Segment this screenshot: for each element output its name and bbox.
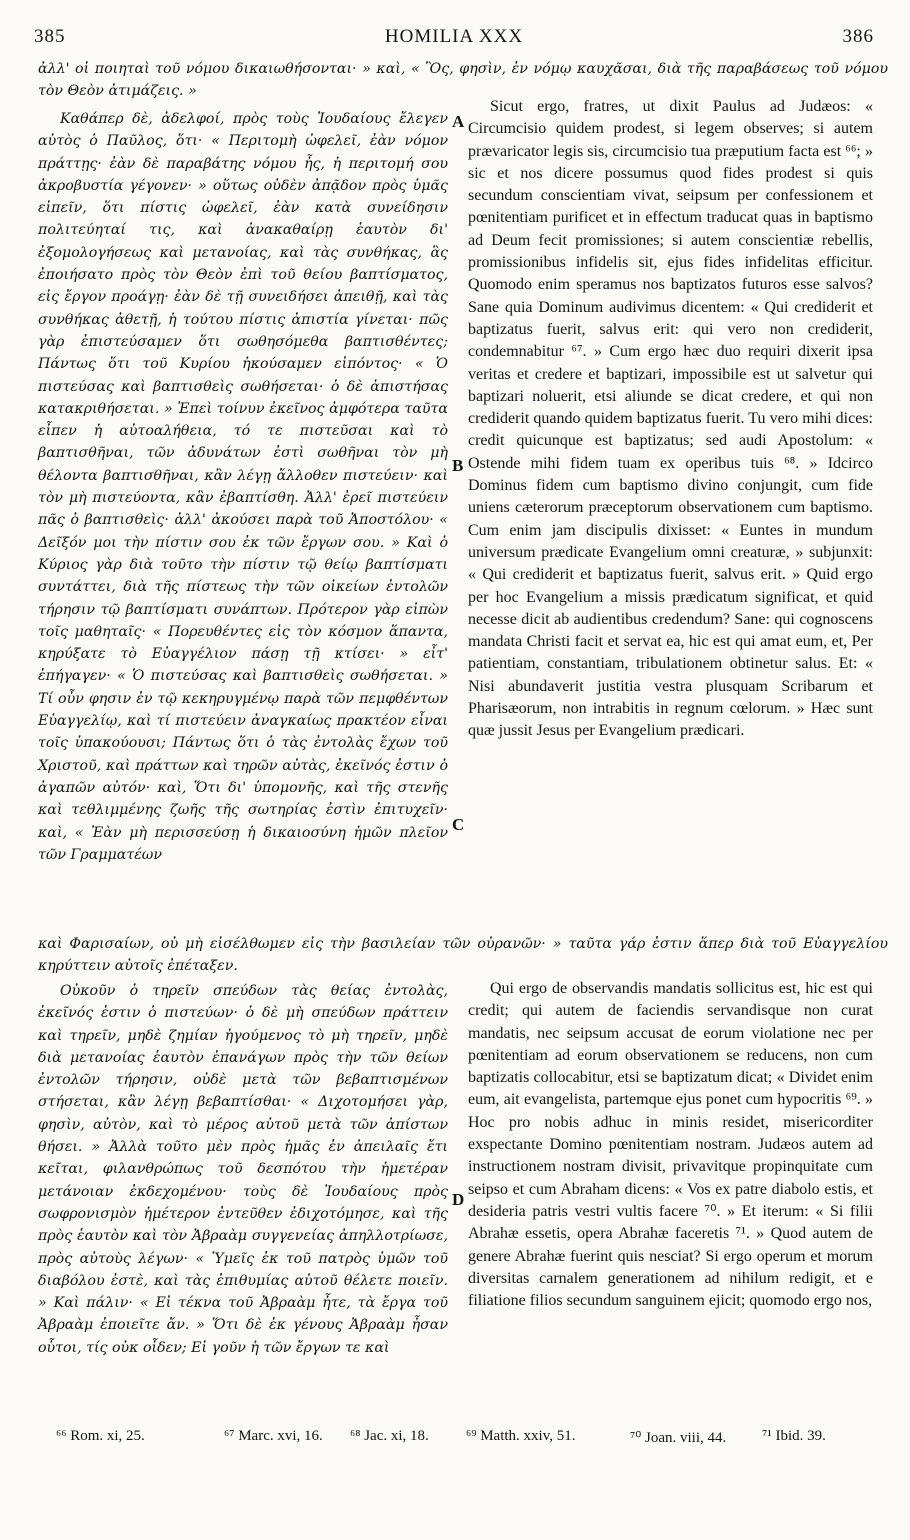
latin-column-upper [468, 96, 873, 743]
greek-paragraph: Οὐκοῦν ὁ τηρεῖν σπεύδων τὰς θείας ἐντολὰς, ἐκεῖνός ἐστιν ὁ πιστεύων· ὁ δὲ μὴ σπεύδων πράττειν καὶ τηρεῖν, μηδὲ ζημίαν ἡγούμενος τὸ μὴ τηρεῖν, μηδὲ διὰ μετανοίας ἑαυτὸν ἐπανάγων πρὸς τὴν τῶν θείων ἐντολῶν τήρησιν, οὐδὲ μετὰ τῶν βεβαπτισμένων στήσεται, κἂν λέγῃ βεβαπτίσθαι· « Διχοτομήσει γὰρ, φησὶν, αὐτὸν, καὶ τὸ μέρος αὐτοῦ μετὰ τῶν ἀπίστων θήσει. » Ἀλλὰ τοῦτο μὲν πρὸς ἡμᾶς ἐν ἀπειλαῖς ἔτι κεῖται, φιλανθρώπως τοῦ δεσπότου τὴν ἡμετέραν μετάνοιαν ἐκδεχομένου· τοὺς δὲ Ἰουδαίους πρὸς σωφρονισμὸν ἡμέτερον ἐντεῦθεν ἐδιχοτόμησε, καὶ τῆς πρὸς ἑαυτὸν καὶ τὸν Ἀβραὰμ συγγενείας ἀπηλλοτρίωσε, πρὸς αὐτοὺς λέγων· « Ὑμεῖς ἐκ τοῦ πατρὸς ὑμῶν τοῦ διαβόλου ἐστὲ, καὶ τὰς ἐπιθυμίας αὐτοῦ θέλετε ποιεῖν. » Καὶ πάλιν· « Εἰ τέκνα τοῦ Ἀβραὰμ ἦτε, τὰ ἔργα τοῦ Ἀβραὰμ ἐποιεῖτε ἄν. » Ὅτι δὲ ἐκ γένους Ἀβραὰμ ἦσαν οὗτοι, τίς οὐκ οἶδεν; Εἰ γοῦν ἡ τῶν ἔργων τε καὶ [38, 983, 448, 1356]
footnote-70: ⁷⁰ Joan. viii, 44. [630, 1430, 727, 1446]
running-title: HOMILIA XXX [384, 26, 524, 47]
margin-letter-c: C [452, 815, 465, 834]
footnote-66: ⁶⁶ Rom. xi, 25. [56, 1428, 145, 1444]
footnote-71: ⁷¹ Ibid. 39. [762, 1428, 826, 1444]
footnote-69: ⁶⁹ Matth. xxiv, 51. [466, 1428, 576, 1444]
page-number-left: 385 [34, 26, 66, 47]
greek-column-upper [38, 108, 448, 866]
footnotes [38, 1428, 874, 1452]
footnote-68: ⁶⁸ Jac. xi, 18. [350, 1428, 429, 1444]
margin-letter-b: B [452, 456, 464, 475]
greek-bridge-text: καὶ Φαρισαίων, οὐ μὴ εἰσέλθωμεν εἰς τὴν βασιλείαν τῶν οὐρανῶν· » ταῦτα γάρ ἐστιν ἅπερ διὰ τοῦ Εὐαγγελίου κηρύττειν αὐτοῖς ἐπέταξεν. [38, 936, 888, 974]
footnote-67: ⁶⁷ Marc. xvi, 16. [224, 1428, 323, 1444]
margin-letter-d: D [452, 1190, 465, 1209]
running-header [34, 26, 874, 52]
margin-letter-a: A [452, 112, 465, 131]
greek-column-lower [38, 980, 448, 1359]
latin-paragraph: Sicut ergo, fratres, ut dixit Paulus ad Judæos: « Circumcisio quidem prodest, si legem observes; si autem prævaricator legis sis, circumcisio tua præputium facta est ⁶⁶; » sic et nos dicere possumus quod fides prodest si quis secundum conscientiam vivat, seipsum per confessionem et pœnitentiam purificet et in effectum traducat quas in baptismo ad Deum fecit promissiones; si autem conscientiæ rebellis, promissionibus infidelis sit, ejus fides infidelitas efficitur. Quomodo enim speramus nos baptizatos futuros esse salvos? Sane quia Dominum audivimus dicentem: « Qui crediderit et baptizatus fuerit, salvus erit: qui vero non crediderit, condemnabitur ⁶⁷. » Cum ergo hæc duo requiri dixerit ipsa veritas et credere et baptizari, impossibile est ut salvetur qui baptizari noluerit, etsi aliunde se dicat credere, et qui non crediderit quando quidem baptizatus fuerit. Tu vero mihi dices: credit quicunque est baptizatus; sed audi Apostolum: « Ostende mihi fidem tuam ex operibus tuis ⁶⁸. » Idcirco Dominus fidem cum baptismo divino conjungit, cum fide uniens cæterorum præceptorum observationem cum baptismo. Cum enim jam discipulis dixisset: « Euntes in mundum universum prædicate Evangelium omni creaturæ, » subjunxit: « Qui crediderit et baptizatus fuerit, salvus erit. » Quid ergo per hoc Evangelium a missis prædicatum significat, et quid necesse dicit ab audientibus credendum? Sane: qui cognoscens mandata Christi facit et servat ea, hic est qui amat eum, et, Per patientiam, constantiam, tribulationem obtinetur salus. Et: « Nisi abundaverit justitia vestra plusquam Scribarum et Pharisæorum, non intrabitis in regnum cœlorum. » Hæc sunt quæ jussit Jesus per Evangelium prædicari. [468, 98, 873, 740]
greek-carryover-text: ἀλλ' οἱ ποιηταὶ τοῦ νόμου δικαιωθήσονται· » καὶ, « Ὃς, φησὶν, ἐν νόμῳ καυχᾶσαι, διὰ τῆς παραβάσεως τοῦ νόμου τὸν Θεὸν ἀτιμάζεις. » [38, 61, 888, 99]
latin-paragraph: Qui ergo de observandis mandatis sollicitus est, hic est qui credit; qui autem de faciendis servandisque non curat mandatis, nec seipsum accusat de eorum violatione nec per pœnitentiam ad eorum observationem se reducens, non cum baptizatis collocabitur, etsi se baptizatum dicat; « Dividet enim eum, ait evangelista, partemque ejus ponet cum hypocritis ⁶⁹. » Hoc pro nobis adhuc in minis residet, misericorditer exspectante Domino pœnitentiam nostram. Judæos autem ad instructionem nostram divisit, privavitque propinquitate cum seipso et cum Abraham dicens: « Vos ex patre diabolo estis, et desideria patris vestri vultis facere ⁷⁰. » Et iterum: « Si filii Abrahæ essetis, opera Abrahæ faceretis ⁷¹. » Quod autem de genere Abrahæ fuerint quis nesciat? Si ergo operum et morum diversitas carnalem generationem ad nihilum redigit, et e filiatione filios secundum sanguinem ejicit; quomodo ergo nos, [468, 980, 873, 1310]
greek-paragraph: Καθάπερ δὲ, ἀδελφοί, πρὸς τοὺς Ἰουδαίους ἔλεγεν αὐτὸς ὁ Παῦλος, ὅτι· « Περιτομὴ ὠφελεῖ, ἐὰν νόμον πράττῃς· ἐὰν δὲ παραβάτης νόμου ἦς, ἡ περιτομή σου ἀκροβυστία γέγονεν· » οὕτως οὐδὲν ἀπᾷδον πρὸς ὑμᾶς εἰπεῖν, ὅτι πίστις ὠφελεῖ, ἐὰν κατὰ συνείδησιν πολιτεύηταί τις, καὶ ἀνακαθαίρῃ ἑαυτὸν δι' ἐξομολογήσεως καὶ μετανοίας, καὶ τὰς συνθήκας, ἃς ἐποιήσατο πρὸς τὸν Θεὸν ἐπὶ τοῦ θείου βαπτίσματος, εἰς ἔργον προάγῃ· ἐὰν δὲ τῇ συνειδήσει ἀπειθῇ, καὶ τὰς συνθήκας ἀθετῇ, ἡ τούτου πίστις ἀπιστία γίνεται· πῶς γὰρ ἐπιστεύσαμεν ὅτι σωθησόμεθα βαπτισθέντες; Πάντως ὅτι τοῦ Κυρίου ἠκούσαμεν εἰπόντος· « Ὁ πιστεύσας καὶ βαπτισθεὶς σωθήσεται· ὁ δὲ ἀπιστήσας κατακριθήσεται. » Ἐπεὶ τοίνυν ἐκεῖνος ἀμφότερα ταῦτα εἶπεν ἡ αὐτοαλήθεια, τό τε πιστεῦσαι καὶ τὸ βαπτισθῆναι, τῶν ἀδυνάτων ἐστὶ σωθῆναι τὸν μὴ θέλοντα βαπτισθῆναι, κἂν λέγῃ ἄλλοθεν πιστεύειν· καὶ τὸν μὴ πιστεύοντα, κἂν ἐβαπτίσθη. Ἀλλ' ἐρεῖ πιστεύειν πᾶς ὁ βαπτισθεὶς· ἀλλ' ἀκούσει παρὰ τοῦ Ἀποστόλου· « Δεῖξόν μοι τὴν πίστιν σου ἐκ τῶν ἔργων σου. » Καὶ ὁ Κύριος γὰρ διὰ τοῦτο τὴν πίστιν τῷ θείῳ βαπτίσματι συντάττει, διὰ τῆς πίστεως τὴν τῶν οἰκείων ἐντολῶν τήρησιν τῷ βαπτίσματι συνάπτων. Πρότερον γὰρ εἰπὼν τοῖς μαθηταῖς· « Πορευθέντες εἰς τὸν κόσμον ἅπαντα, κηρύξατε τὸ Εὐαγγέλιον πάσῃ τῇ κτίσει· » εἶτ' ἐπήγαγεν· « Ὁ πιστεύσας καὶ βαπτισθεὶς σωθήσεται. » Τί οὖν φησιν ἐν τῷ κεκηρυγμένῳ παρὰ τῶν πεμφθέντων Εὐαγγελίῳ, καὶ τί πιστεύειν ἀναγκαίως πρακτέον εἶναι τοῖς ὑπακούουσι; Πάντως ὅτι ὁ τὰς ἐντολὰς ἔχων τοῦ Χριστοῦ, καὶ πράττων καὶ τηρῶν αὐτὰς, ἐκεῖνός ἐστιν ὁ ἀγαπῶν αὐτόν· καὶ, Ὅτι δι' ὑπομονῆς, καὶ τῆς στενῆς καὶ τεθλιμμένης ζωῆς τῆς σωτηρίας ἐστὶν ἐπιτυχεῖν· καὶ, « Ἐὰν μὴ περισσεύσῃ ἡ δικαιοσύνη ἡμῶν πλεῖον τῶν Γραμματέων [38, 111, 448, 863]
latin-column-lower [468, 978, 873, 1312]
page-number-right: 386 [842, 26, 874, 47]
